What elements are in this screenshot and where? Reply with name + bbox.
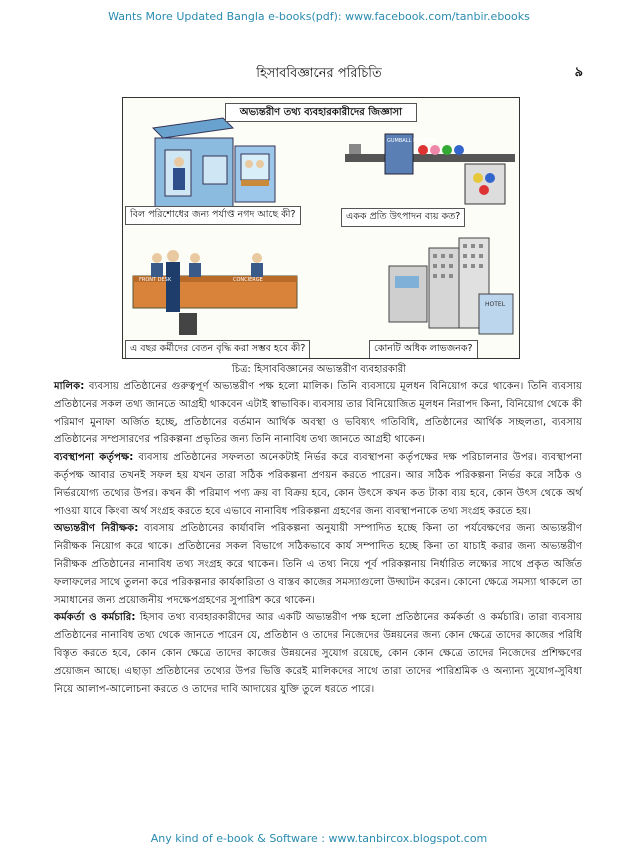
page-number: ৯ — [574, 65, 583, 80]
question-profitable: কোনটি অধিক লাভজনক? — [369, 340, 478, 359]
section-heading: মালিক: — [54, 381, 85, 392]
top-banner-link[interactable]: Wants More Updated Bangla e-books(pdf): www.facebook.com/tanbir.ebooks — [108, 10, 530, 23]
question-cash: বিল পরিশোধের জন্য পর্যাপ্ত নগদ আছে কী? — [125, 206, 301, 225]
section-text: হিসাব তথ্য ব্যবহারকারীদের আর একটি অভ্যন্তরীণ পক্ষ হলো প্রতিষ্ঠানের কর্মকর্তা ও কর্মচারি। তারা ব্যবসায় প্রতিষ্ঠানের নানাবিধ তথ্য থেকে জানতে পারেন যে, প্রতিষ্ঠান ও তাদের নিজেদের উন্নয়নের জন্য কোন ক্ষেত্রে তাদের কাজের পরিধি বিস্তৃত করতে হবে, কোন কোন ক্ষেত্রে তাদের কাজের উন্নয়নের সুযোগ রয়েছে, কোন কোন ক্ষেত্রে তাদের নিজেদের প্রশিক্ষণের প্রয়োজন আছে। এছাড়া প্রতিষ্ঠানের তথ্যের উপর ভিত্তি করেই মালিকদের সাথে তারা তাদের পারিশ্রমিক ও অন্যান্য সুযোগ-সুবিধা নিয়ে আলাপ-আলোচনা করতে ও তাদের দাবি আদায়ের যুক্তি তুলে ধরতে পারে। — [54, 612, 582, 695]
question-salary: এ বছর কর্মীদের বেতন বৃদ্ধি করা সম্ভব হবে কী? — [125, 340, 310, 359]
section-internal-auditor — [54, 520, 582, 609]
front-desk-sign: FRONT DESK — [139, 277, 172, 283]
section-owner — [54, 378, 582, 449]
section-employees — [54, 609, 582, 698]
hotel-sign: HOTEL — [485, 301, 506, 308]
figure-caption: চিত্র: হিসাববিজ্ঞানের অভ্যন্তরীণ ব্যবহারকারী — [231, 364, 407, 375]
gumball-machine — [345, 134, 515, 204]
section-heading: অভ্যন্তরীণ নিরীক্ষক: — [54, 523, 139, 535]
section-heading: ব্যবস্থাপনা কর্তৃপক্ষ: — [54, 452, 134, 464]
body-text — [54, 378, 582, 698]
illustration-figure — [122, 97, 520, 359]
concierge-sign: CONCIERGE — [233, 277, 263, 283]
gumball-sign: GUMBALL MACHINE — [387, 138, 437, 144]
city-buildings — [389, 238, 513, 334]
section-text: ব্যবসায় প্রতিষ্ঠানের সফলতা অনেকটাই নির্ভর করে ব্যবস্থাপনা কর্তৃপক্ষের দক্ষ পরিচালনার উপর। ব্যবস্থাপনা কর্তৃপক্ষ আবার তখনই সফল হয় যখন তারা সঠিক পরিকল্পনা প্রণয়ন করতে পারেন। আর সঠিক পরিকল্পনা নির্ভর করে সঠিক ও নির্ভরযোগ্য তথ্যের উপর। কখন কী পরিমাণ পণ্য ক্রয় বা বিক্রয় হবে, কোন উৎসে কখন কত টাকা ব্যয় হবে, কোন উৎস থেকে অর্থ পাওয়া যাবে কিংবা অর্থ সংগ্রহ করতে হবে এভাবে নানাবিধ পরিকল্পনা গ্রহণের জন্য ব্যবস্থাপনাকে তথ্য সংগ্রহ করতে হয়। — [54, 452, 582, 517]
section-management — [54, 449, 582, 520]
hotel-front-desk — [133, 250, 297, 335]
running-head: হিসাববিজ্ঞানের পরিচিতি — [256, 66, 382, 81]
section-text: ব্যবসায় প্রতিষ্ঠানের কার্যাবলি পরিকল্পনা অনুযায়ী সম্পাদিত হচ্ছে কিনা তা পর্যবেক্ষণের জন্য অভ্যন্তরীণ নিরীক্ষক নিয়োগ করে থাকে। প্রতিষ্ঠানের সকল বিভাগে সঠিকভাবে কার্য সম্পাদিত হচ্ছে কিনা তা যাচাই করার জন্য অভ্যন্তরীণ নিরীক্ষক প্রতিষ্ঠানের নানাবিধ তথ্য সংগ্রহ করে থাকেন। তিনি এ তথ্য নিয়ে পূর্ব পরিকল্পনায় নির্ধারিত লক্ষ্যের সাথে প্রকৃত অর্জিত ফলাফলের সাথে তুলনা করে পরিকল্পনার কার্যকারিতা ও বাস্তব কাজের সমস্যাগুলো উদ্ঘাটন করেন। কোনো ক্ষেত্রে সমস্যা থাকলে তা সমাধানের জন্য প্রয়োজনীয় পদক্ষেপগ্রহণের সুপারিশ করে থাকেন। — [54, 523, 582, 606]
illustration-art — [123, 98, 519, 358]
figure-title: অভ্যন্তরীণ তথ্য ব্যবহারকারীদের জিজ্ঞাসা — [225, 103, 417, 122]
question-unit-cost: একক প্রতি উৎপাদন ব্যয় কত? — [341, 208, 465, 227]
section-heading: কর্মকর্তা ও কর্মচারি: — [54, 612, 136, 624]
cashier-booth — [153, 118, 275, 210]
bottom-banner-link[interactable]: Any kind of e-book & Software : www.tanbircox.blogspot.com — [150, 832, 488, 845]
section-text: ব্যবসায় প্রতিষ্ঠানের গুরুত্বপূর্ণ অভ্যন্তরীণ পক্ষ হলো মালিক। তিনি ব্যবসায়ে মূলধন বিনিয়োগ করে থাকেন। তিনি ব্যবসায় প্রতিষ্ঠানের সকল তথ্য জানতে আগ্রহী থাকবেন এটাই স্বাভাবিক। ব্যবসায় তার বিনিয়োজিত মূলধন নিরাপদ কিনা, বিনিয়োগ থেকে কী পরিমাণ মুনাফা অর্জিত হচ্ছে, প্রতিষ্ঠানের বর্তমান আর্থিক অবস্থা ও ভবিষ্যৎ গতিবিধি, প্রতিষ্ঠানের আর্থিক সচ্ছলতা, ব্যবসায় প্রতিষ্ঠানের সম্প্রসারণের পরিকল্পনা প্রভৃতির জন্য তিনি নানাবিধ তথ্য জানতে আগ্রহী থাকেন। — [54, 381, 582, 446]
